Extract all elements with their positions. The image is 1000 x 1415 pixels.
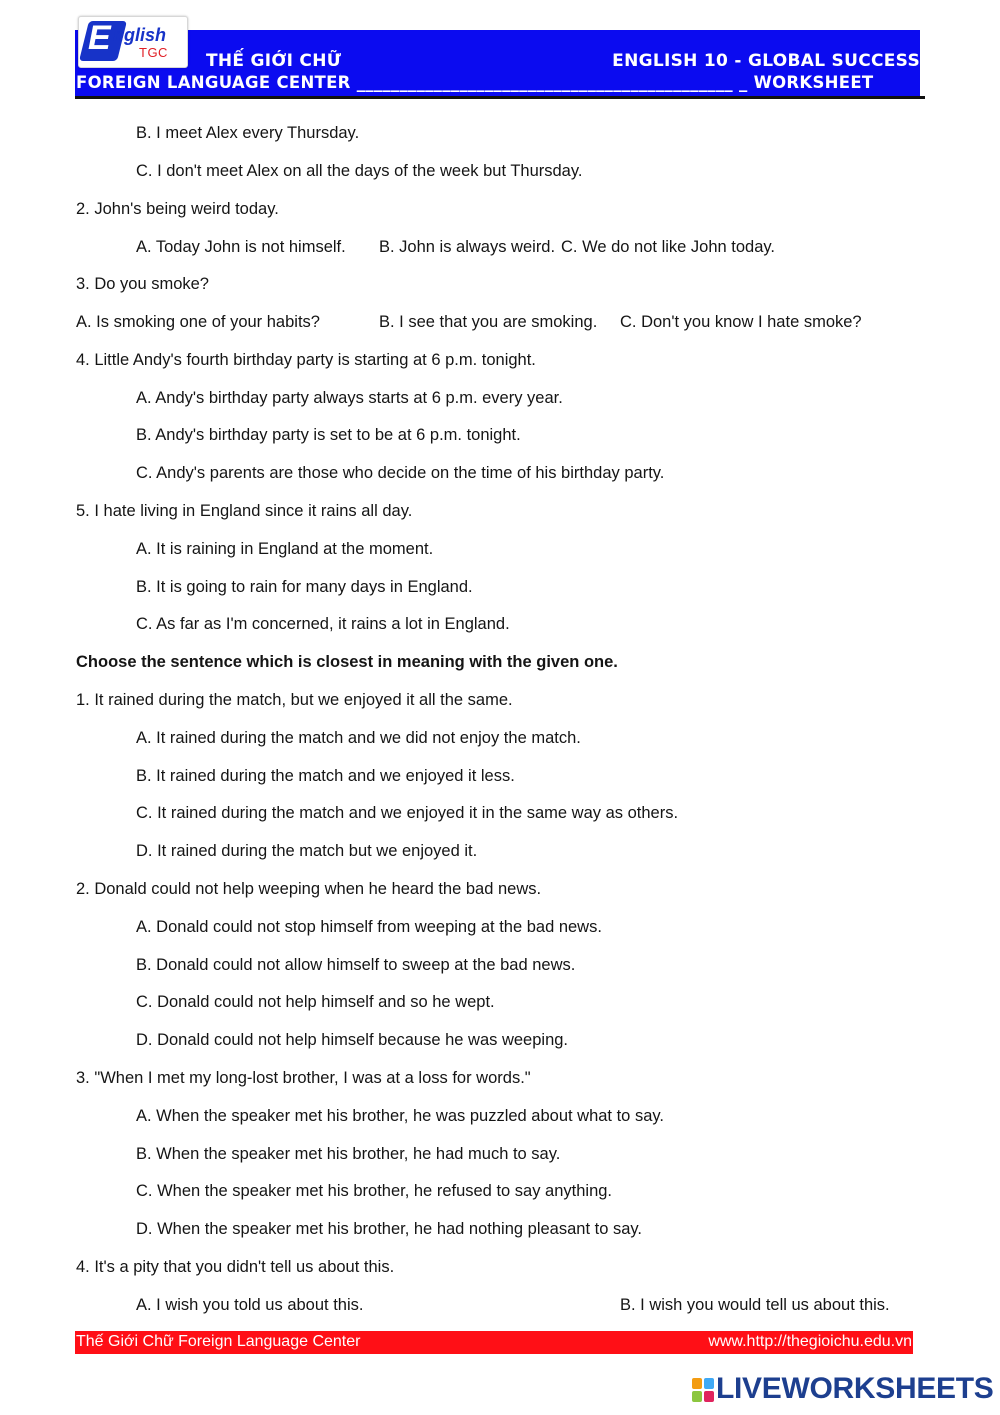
question-line: 2. Donald could not help weeping when he heard the bad news. [76, 880, 542, 898]
option-line: C. When the speaker met his brother, he refused to say anything. [136, 1182, 613, 1200]
question-line: 1. It rained during the match, but we enjoyed it all the same. [76, 691, 513, 709]
brand-name: THẾ GIỚI CHỮ [206, 51, 342, 71]
option-line: C. Andy's parents are those who decide on the time of his birthday party. [136, 464, 665, 482]
question-line: 4. It's a pity that you didn't tell us about this. [76, 1258, 395, 1276]
option-line: C. Don't you know I hate smoke? [620, 313, 862, 331]
option-line: A. Today John is not himself. [136, 238, 346, 256]
option-line: B. John is always weird. [379, 238, 556, 256]
option-line: B. Donald could not allow himself to sweep at the bad news. [136, 956, 576, 974]
course-title: ENGLISH 10 - GLOBAL SUCCESS [612, 51, 920, 71]
option-line: B. It rained during the match and we enjoyed it less. [136, 767, 515, 785]
option-line: B. It is going to rain for many days in England. [136, 578, 473, 596]
option-line: B. I meet Alex every Thursday. [136, 124, 360, 142]
option-line: A. Is smoking one of your habits? [76, 313, 320, 331]
option-line: B. I wish you would tell us about this. [620, 1296, 890, 1314]
question-line: 4. Little Andy's fourth birthday party is starting at 6 p.m. tonight. [76, 351, 536, 369]
logo-subtitle: TGC [139, 45, 168, 60]
option-line: C. It rained during the match and we enjoyed it in the same way as others. [136, 804, 679, 822]
option-line: C. I don't meet Alex on all the days of the week but Thursday. [136, 162, 583, 180]
logo-letter: E [88, 19, 111, 57]
option-line: A. It rained during the match and we did not enjoy the match. [136, 729, 581, 747]
option-line: D. It rained during the match but we enjoyed it. [136, 842, 478, 860]
liveworksheets-watermark[interactable]: LIVEWORKSHEETS [716, 1372, 994, 1405]
option-line: A. Andy's birthday party always starts at 6 p.m. every year. [136, 389, 563, 407]
option-line: C. As far as I'm concerned, it rains a lot in England. [136, 615, 510, 633]
option-line: A. When the speaker met his brother, he was puzzled about what to say. [136, 1107, 664, 1125]
option-line: B. Andy's birthday party is set to be at 6 p.m. tonight. [136, 426, 521, 444]
header-rule [75, 96, 925, 99]
liveworksheets-logo-icon [692, 1378, 716, 1404]
option-line: D. Donald could not help himself because he was weeping. [136, 1031, 569, 1049]
option-line: D. When the speaker met his brother, he had nothing pleasant to say. [136, 1220, 642, 1238]
option-line: A. It is raining in England at the moment. [136, 540, 434, 558]
logo [78, 16, 188, 68]
option-line: A. Donald could not stop himself from weeping at the bad news. [136, 918, 602, 936]
question-line: 2. John's being weird today. [76, 200, 279, 218]
logo-word: nglish [113, 25, 166, 45]
question-line: 3. Do you smoke? [76, 275, 209, 293]
footer-center-name: Thế Giới Chữ Foreign Language Center [76, 1333, 361, 1350]
option-line: C. We do not like John today. [561, 238, 776, 256]
worksheet-line: FOREIGN LANGUAGE CENTER ____________________________________________ _ WORKSHEET [76, 73, 874, 92]
footer-website: www.http://thegioichu.edu.vn [708, 1333, 912, 1350]
option-line: C. Donald could not help himself and so he wept. [136, 993, 495, 1011]
question-line: 5. I hate living in England since it rains all day. [76, 502, 413, 520]
option-line: B. I see that you are smoking. [379, 313, 598, 331]
option-line: B. When the speaker met his brother, he had much to say. [136, 1145, 561, 1163]
question-line: 3. "When I met my long-lost brother, I was at a loss for words." [76, 1069, 531, 1087]
section-instruction: Choose the sentence which is closest in meaning with the given one. [76, 653, 618, 671]
option-line: A. I wish you told us about this. [136, 1296, 364, 1314]
